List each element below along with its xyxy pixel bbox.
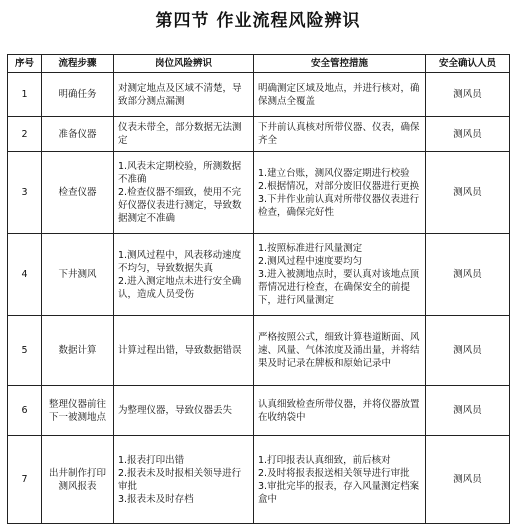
row-control [254, 316, 426, 386]
control-item: 2.及时将报表报送相关领导进行审批 [258, 467, 410, 479]
row-number: 6 [8, 386, 42, 436]
row-number: 3 [8, 152, 42, 234]
risk-item: 仪表未带全，部分数据无法测定 [118, 122, 242, 146]
row-control [254, 386, 426, 436]
risk-item: 计算过程出错，导致数据错误 [118, 345, 242, 356]
page-title: 第四节 作业流程风险辨识 [155, 11, 361, 31]
row-confirm: 测风员 [426, 436, 510, 524]
row-number: 1 [8, 73, 42, 117]
control-item: 1.建立台账，测风仪器定期进行校验 [258, 167, 410, 179]
table-row [8, 234, 510, 316]
table-row [8, 436, 510, 524]
risk-item: 3.报表未及时存档 [118, 493, 194, 505]
row-step: 出井制作打印测风报表 [42, 436, 114, 524]
row-risk [114, 73, 254, 117]
row-step: 数据计算 [42, 316, 114, 386]
row-step: 检查仪器 [42, 152, 114, 234]
row-step: 整理仪器前往下一被测地点 [42, 386, 114, 436]
table-row [8, 386, 510, 436]
row-control [254, 117, 426, 152]
control-item: 2.根据情况，对部分废旧仪器进行更换 [258, 180, 420, 192]
row-risk [114, 152, 254, 234]
row-control [254, 73, 426, 117]
row-confirm: 测风员 [426, 117, 510, 152]
risk-item: 2.进入测定地点未进行安全确认，造成人员受伤 [118, 275, 242, 300]
row-risk [114, 436, 254, 524]
row-step: 明确任务 [42, 73, 114, 117]
row-confirm: 测风员 [426, 234, 510, 316]
row-control [254, 234, 426, 316]
row-confirm: 测风员 [426, 386, 510, 436]
row-step: 准备仪器 [42, 117, 114, 152]
table-row [8, 152, 510, 234]
table-row [8, 316, 510, 386]
header-no: 序号 [8, 55, 42, 73]
header-step: 流程步骤 [42, 55, 114, 73]
risk-item: 2.报表未及时报相关领导进行审批 [118, 467, 242, 492]
header-risk: 岗位风险辨识 [114, 55, 254, 73]
row-number: 7 [8, 436, 42, 524]
control-item: 3.审批完毕的报表，存入风量测定档案盒中 [258, 480, 420, 505]
risk-table [7, 54, 510, 524]
row-control [254, 152, 426, 234]
risk-item: 1.风表未定期校验，所测数据不准确 [118, 161, 242, 185]
control-item: 下井前认真核对所带仪器、仪表，确保齐全 [258, 122, 420, 146]
control-item: 1.按照标准进行风量测定 [258, 243, 363, 254]
risk-item: 2.检查仪器不细致，使用不完好仪器仪表进行测定，导致数据测定不准确 [118, 187, 242, 224]
row-risk [114, 316, 254, 386]
table-row [8, 117, 510, 152]
header-control: 安全管控措施 [254, 55, 426, 73]
control-item: 认真细致检查所带仪器，并将仪器放置在收纳袋中 [258, 398, 420, 423]
row-control [254, 436, 426, 524]
risk-item: 1.测风过程中，风表移动速度不均匀，导致数据失真 [118, 249, 242, 274]
row-number: 5 [8, 316, 42, 386]
row-number: 2 [8, 117, 42, 152]
row-risk [114, 117, 254, 152]
table-row [8, 73, 510, 117]
row-confirm: 测风员 [426, 152, 510, 234]
table-header-row [8, 55, 510, 73]
row-risk [114, 234, 254, 316]
control-item: 1.打印报表认真细致，前后核对 [258, 454, 391, 466]
control-item: 3.下井作业前认真对所带仪器仪表进行检查，确保完好性 [258, 193, 420, 218]
risk-item: 为整理仪器，导致仪器丢失 [118, 405, 233, 416]
row-confirm: 测风员 [426, 316, 510, 386]
header-confirm: 安全确认人员 [426, 55, 510, 73]
risk-item: 1.报表打印出错 [118, 454, 185, 466]
control-item: 严格按照公式，细致计算巷道断面、风速、风量、气体浓度及涌出量，并将结果及时记录在牌板和原始记录中 [258, 332, 420, 369]
row-confirm: 测风员 [426, 73, 510, 117]
row-number: 4 [8, 234, 42, 316]
control-item: 3.进入被测地点时，要认真对该地点顶帮情况进行检查，在确保安全的前提下，进行风量测定 [258, 269, 420, 306]
row-risk [114, 386, 254, 436]
risk-item: 对测定地点及区域不清楚，导致部分测点漏测 [118, 82, 242, 107]
row-step: 下井测风 [42, 234, 114, 316]
control-item: 2.测风过程中速度要均匀 [258, 256, 363, 267]
control-item: 明确测定区域及地点，并进行核对，确保测点全覆盖 [258, 82, 420, 107]
